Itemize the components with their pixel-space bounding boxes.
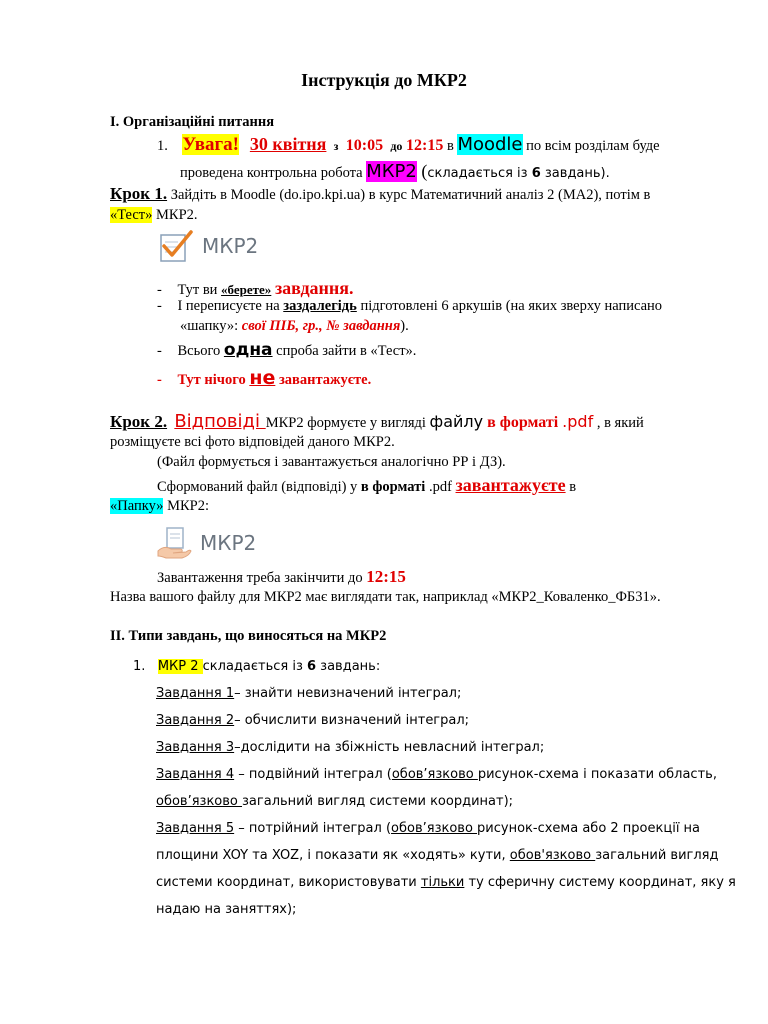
exam-date: 30 квітня <box>249 134 327 154</box>
time-to: 12:15 <box>406 137 444 154</box>
task-text-6: ту сферичну систему координат, яку я <box>464 875 736 890</box>
bullet-dash: - <box>157 298 162 314</box>
folder-link[interactable]: «Папку» <box>110 498 164 514</box>
task-2 <box>156 713 469 728</box>
only-word: тільки <box>420 875 465 890</box>
paren: ( <box>416 161 428 181</box>
upload-word: завантажуєте <box>455 475 566 495</box>
bullet-text-2: підготовлені 6 аркушів (на яких зверху написано <box>356 298 663 314</box>
quiz-activity-link[interactable] <box>158 228 258 264</box>
task-text-5: системи координат, використовувати <box>156 875 421 890</box>
step-1-line-2 <box>110 207 198 224</box>
bullet-text: Тут нічого <box>177 372 250 388</box>
filename-note: Назва вашого файлу для МКР2 має виглядати так, наприклад «МКР2_Коваленко_ФБ31». <box>110 589 661 605</box>
mandatory-word: обов'язково <box>509 848 596 863</box>
item-1-text-c: завдань). <box>540 166 610 181</box>
task-5-line-2 <box>156 848 718 863</box>
step-2-line-2: розміщуєте всі фото відповідей даного МКР2. <box>110 434 395 450</box>
mandatory-word: обов’язково <box>156 794 243 809</box>
not-word: не <box>249 367 276 389</box>
page-title: Інструкція до МКР2 <box>301 70 467 90</box>
bullet-text-3: спроба зайти в «Тест». <box>272 343 417 359</box>
format-word: в форматі <box>483 414 563 431</box>
mkr2-highlight-2: МКР 2 <box>157 659 203 674</box>
task-5-line-3 <box>156 875 736 890</box>
quiz-label: МКР2 <box>202 234 259 258</box>
task-count: 6 <box>531 166 541 181</box>
task-label: Завдання 4 <box>156 767 235 782</box>
step-2-text: МКР2 формуєте у вигляді <box>265 415 430 431</box>
bullet-4 <box>157 367 371 389</box>
formed-file-text: Сформований файл (відповіді) у <box>157 479 361 495</box>
task-text-3: загальний вигляд системи координат); <box>242 794 514 809</box>
task-label: Завдання 1 <box>156 686 235 701</box>
task-count-2: 6 <box>307 659 317 674</box>
step-2-line-5 <box>110 498 209 515</box>
tasks-word: завдання. <box>274 278 354 298</box>
step-1-text-2: МКР2. <box>152 207 198 223</box>
bullet-dash: - <box>157 372 162 388</box>
task-text-2: рисунок-схема або 2 проекції на <box>477 821 701 836</box>
upload-deadline-time: 12:15 <box>366 567 406 586</box>
pdf-ext: .pdf <box>562 412 594 431</box>
step-1-line-1 <box>110 184 650 204</box>
in-word: в <box>446 138 454 154</box>
task-text: – обчислити визначений інтеграл; <box>234 713 470 728</box>
bullet-1 <box>157 278 354 299</box>
answers-word: Відповіді <box>174 411 266 432</box>
step-2-line-3: (Файл формується і завантажується аналогічно РР і ДЗ). <box>157 454 506 470</box>
bullet-dash: - <box>157 343 162 359</box>
bullet-2 <box>157 298 662 315</box>
assignment-label: МКР2 <box>200 531 257 555</box>
time-from: 10:05 <box>345 137 384 154</box>
item-1-text: проведена контрольна робота <box>180 165 367 181</box>
task-text: – подвійний інтеграл ( <box>234 767 392 782</box>
assignment-activity-link[interactable] <box>156 525 256 561</box>
item-number: 1. <box>157 138 168 154</box>
step-2-text-2: , в який <box>593 415 644 431</box>
header-fields: свої ПІБ, гр., № завдання <box>241 318 401 334</box>
task-text-3: площини XOY та XOZ, і показати як «ходять» кути, <box>156 848 510 863</box>
item-1-line-2 <box>180 161 610 182</box>
task-text-2: рисунок-схема і показати область, <box>477 767 717 782</box>
mandatory-word: обов’язково <box>391 821 478 836</box>
mkr2-highlight: МКР2 <box>366 161 417 182</box>
bullet-3 <box>157 340 416 360</box>
bullet-text-4: завантажуєте. <box>275 372 372 388</box>
task-label: Завдання 2 <box>156 713 235 728</box>
step-2-line-4 <box>157 475 576 496</box>
step-1-label: Крок 1. <box>110 184 168 203</box>
bullet-end: ). <box>400 318 409 334</box>
step-1-text: Зайдіть в Moodle (do.ipo.kpi.ua) в курс Математичний аналіз 2 (МА2), потім в <box>167 187 651 203</box>
in-word-2: в <box>565 479 577 495</box>
item-1-line-1 <box>157 134 660 156</box>
step-2-label: Крок 2. <box>110 412 168 431</box>
section-2-heading: ІІ. Типи завдань, що виносяться на МКР2 <box>110 628 387 644</box>
upload-deadline <box>157 567 406 587</box>
task-3 <box>156 740 544 755</box>
step-2-line-1 <box>110 411 644 432</box>
format-word-2: в форматі <box>360 479 426 495</box>
hand-document-icon <box>156 525 192 561</box>
section-2-item-1 <box>133 659 380 674</box>
bullet-2-line-2 <box>180 318 409 335</box>
task-label: Завдання 5 <box>156 821 235 836</box>
to-word: до <box>390 139 403 153</box>
tasks-word-2: завдань: <box>316 659 381 674</box>
task-4-line-2 <box>156 794 513 809</box>
pdf-text: .pdf <box>425 479 456 495</box>
quiz-check-icon <box>158 228 194 264</box>
one-word: одна <box>223 340 273 360</box>
header-word: «шапку»: <box>180 318 242 334</box>
task-text: – потрійний інтеграл ( <box>234 821 392 836</box>
test-link[interactable]: «Тест» <box>110 207 153 223</box>
task-text: – знайти невизначений інтеграл; <box>234 686 462 701</box>
task-4-line-1 <box>156 767 717 782</box>
task-5-line-4: надаю на заняттях); <box>156 902 297 917</box>
task-text-4: загальний вигляд <box>595 848 719 863</box>
step-2-text-5: МКР2: <box>163 498 209 514</box>
in-advance-word: заздалегідь <box>283 298 357 314</box>
task-1 <box>156 686 461 701</box>
task-text: –дослідити на збіжність невласний інтеграл; <box>234 740 545 755</box>
bullet-text: І переписуєте на <box>177 298 284 314</box>
section-1-heading: І. Організаційні питання <box>110 114 275 130</box>
mandatory-word: обов’язково <box>391 767 478 782</box>
consists-text: складається із <box>202 659 307 674</box>
upload-deadline-text: Завантаження треба закінчити до <box>157 570 367 586</box>
bullet-text: Тут ви <box>177 282 222 298</box>
bullet-dash: - <box>157 282 162 298</box>
from-word: з <box>333 139 339 153</box>
item-1-text-b: складається із <box>427 166 532 181</box>
file-word: файлу <box>429 412 484 431</box>
bullet-text: Всього <box>177 343 224 359</box>
moodle-label: Moodle <box>457 134 523 155</box>
attention-label: Увага! <box>182 134 239 155</box>
task-label: Завдання 3 <box>156 740 235 755</box>
item-1-rest: по всім розділам буде <box>522 138 660 154</box>
item-number: 1. <box>133 659 146 674</box>
task-5-line-1 <box>156 821 700 836</box>
take-word: «берете» <box>221 282 272 297</box>
